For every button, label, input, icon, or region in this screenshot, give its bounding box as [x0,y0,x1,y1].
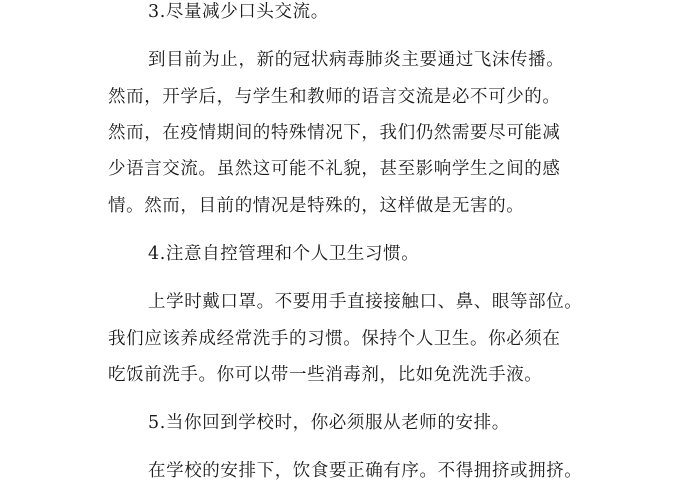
section-3-heading: 3.尽量减少口头交流。 [148,2,329,22]
paragraph-line: 到目前为止，新的冠状病毒肺炎主要通过飞沫传播。 [148,50,565,70]
paragraph-line: 然而，在疫情期间的特殊情况下，我们仍然需要尽可能减 [108,123,561,143]
paragraph-line: 情。然而，目前的情况是特殊的，这样做是无害的。 [108,196,525,216]
paragraph-line: 我们应该养成经常洗手的习惯。保持个人卫生。你必须在 [108,329,561,349]
paragraph-line: 在学校的安排下，饮食要正确有序。不得拥挤或拥挤。 [148,461,583,481]
paragraph-line: 吃饭前洗手。你可以带一些消毒剂，比如免洗洗手液。 [108,365,543,385]
paragraph-line: 上学时戴口罩。不要用手直接接触口、鼻、眼等部位。 [148,292,583,312]
paragraph-line: 少语言交流。虽然这可能不礼貌，甚至影响学生之间的感 [108,159,561,179]
section-5-heading: 5.当你回到学校时，你必须服从老师的安排。 [148,413,510,433]
paragraph-line: 然而，开学后，与学生和教师的语言交流是必不可少的。 [108,87,561,107]
section-4-heading: 4.注意自控管理和个人卫生习惯。 [148,244,420,264]
